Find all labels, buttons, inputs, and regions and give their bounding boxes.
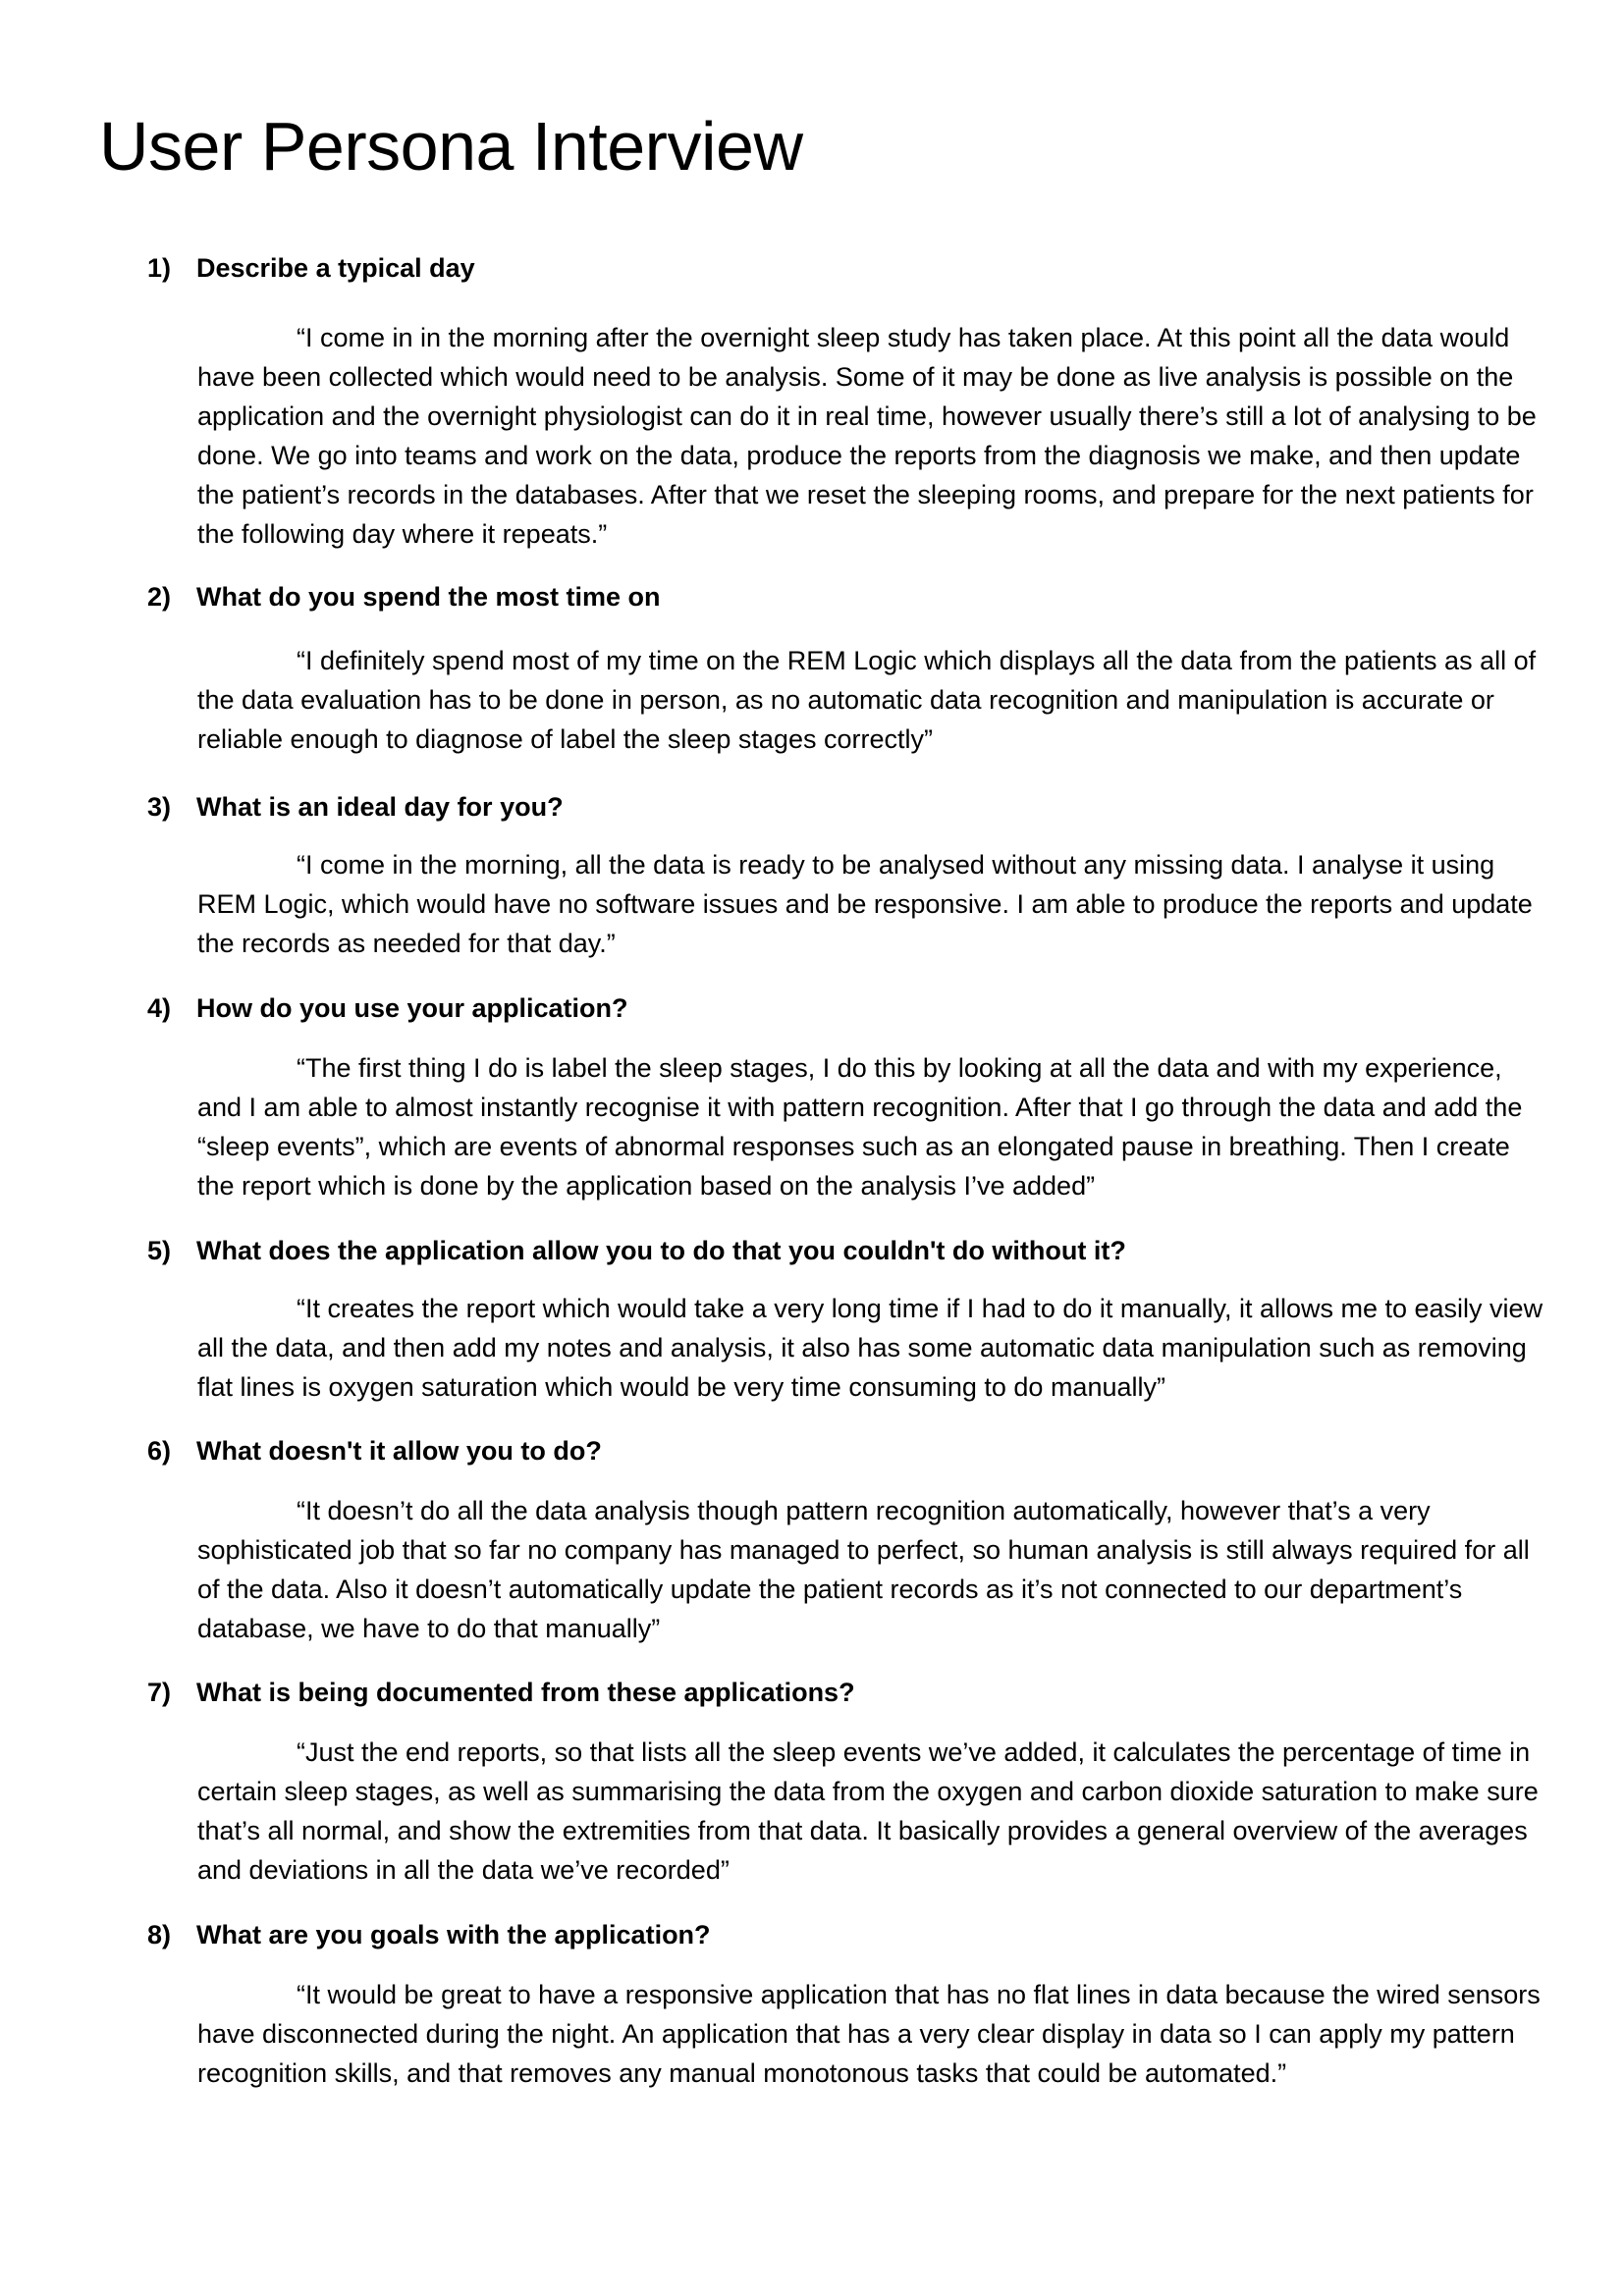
answer-paragraph: “It creates the report which would take a very long time if I had to do it manually, it allows me to easily view all the data, and then add my notes and analysis, it also has some automatic data manipulation such as removing flat lines is oxygen saturation which would be very time consuming to do manually”	[197, 1294, 1543, 1402]
question-number: 4)	[147, 993, 172, 1023]
question-heading	[147, 1675, 855, 1710]
answer-paragraph: “It doesn’t do all the data analysis though pattern recognition automatically, however that’s a very sophisticated job that so far no company has managed to perfect, so human analysis is still always required for all of the data. Also it doesn’t automatically update the patient records as it’s not connected to our department’s database, we have to do that manually”	[197, 1496, 1530, 1643]
question-heading	[147, 250, 475, 286]
question-text: How do you use your application?	[196, 993, 628, 1023]
question-text: What doesn't it allow you to do?	[196, 1436, 602, 1466]
question-text: What is being documented from these applications?	[196, 1678, 855, 1707]
question-text: What do you spend the most time on	[196, 582, 661, 612]
question-number: 7)	[147, 1678, 172, 1707]
question-number: 6)	[147, 1436, 172, 1466]
answer-paragraph: “Just the end reports, so that lists all the sleep events we’ve added, it calculates the percentage of time in certain sleep stages, as well as summarising the data from the oxygen and carbon dioxide saturation to make sure that’s all normal, and show the extremities from that data. It basically provides a general overview of the averages and deviations in all the data we’ve recorded”	[197, 1737, 1539, 1885]
question-number: 8)	[147, 1920, 172, 1949]
answer-paragraph: “The first thing I do is label the sleep stages, I do this by looking at all the data and with my experience, and I am able to almost instantly recognise it with pattern recognition. After that I go through the data and add the “sleep events”, which are events of abnormal responses such as an elongated pause in breathing. Then I create the report which is done by the application based on the analysis I’ve added”	[197, 1053, 1523, 1201]
answer-paragraph: “I come in the morning, all the data is ready to be analysed without any missing data. I analyse it using REM Logic, which would have no software issues and be responsive. I am able to produce the reports and update the records as needed for that day.”	[197, 850, 1533, 958]
question-heading	[147, 789, 564, 825]
question-text: What are you goals with the application?	[196, 1920, 711, 1949]
question-text: What is an ideal day for you?	[196, 792, 564, 822]
answer-paragraph: “It would be great to have a responsive application that has no flat lines in data because the wired sensors have disconnected during the night. An application that has a very clear display in data so I can apply my pattern recognition skills, and that removes any manual monotonous tasks that could be automated.”	[197, 1980, 1541, 2088]
answer-paragraph: “I definitely spend most of my time on the REM Logic which displays all the data from the patients as all of the data evaluation has to be done in person, as no automatic data recognition and manipulation is accurate or reliable enough to diagnose of label the sleep stages correctly”	[197, 646, 1537, 754]
page-title: User Persona Interview	[99, 108, 803, 185]
question-heading	[147, 1233, 1126, 1268]
question-heading	[147, 1917, 711, 1952]
question-number: 5)	[147, 1236, 172, 1265]
answer-paragraph: “I come in in the morning after the overnight sleep study has taken place. At this point all the data would have been collected which would need to be analysis. Some of it may be done as live analysis is possible on the application and the overnight physiologist can do it in real time, however usually there’s still a lot of analysing to be done. We go into teams and work on the data, produce the reports from the diagnosis we make, and then update the patient’s records in the databases. After that we reset the sleeping rooms, and prepare for the next patients for the following day where it repeats.”	[197, 323, 1537, 549]
question-heading	[147, 579, 661, 614]
question-text: Describe a typical day	[196, 253, 475, 283]
question-text: What does the application allow you to do that you couldn't do without it?	[196, 1236, 1126, 1265]
question-number: 3)	[147, 792, 172, 822]
question-heading	[147, 990, 628, 1026]
question-number: 1)	[147, 253, 172, 283]
question-number: 2)	[147, 582, 172, 612]
question-heading	[147, 1433, 602, 1468]
